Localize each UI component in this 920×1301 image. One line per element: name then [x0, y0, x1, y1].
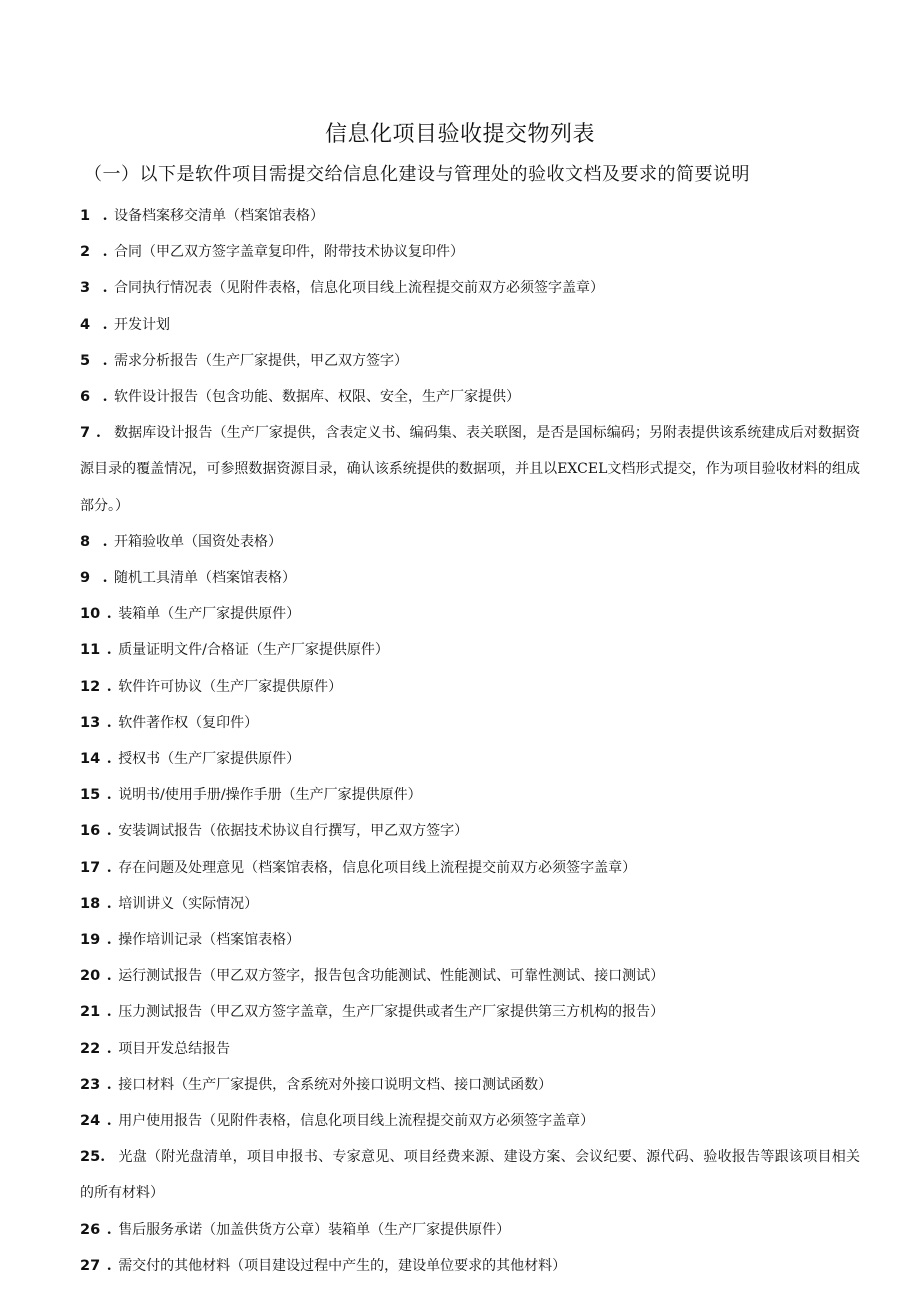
list-item	[80, 958, 860, 994]
item-text: 合同（甲乙双方签字盖章复印件，附带技术协议复印件）	[114, 244, 464, 261]
item-number: 2	[80, 244, 91, 261]
item-text: 安装调试报告（依据技术协议自行撰写，甲乙双方签字）	[118, 823, 469, 840]
item-separator: .	[106, 1040, 112, 1057]
item-separator: .	[106, 1004, 112, 1021]
item-text: 用户使用报告（见附件表格，信息化项目线上流程提交前双方必须签字盖章）	[118, 1113, 595, 1130]
list-item	[80, 777, 860, 813]
item-separator: .	[106, 968, 112, 985]
item-text: 接口材料（生产厂家提供，含系统对外接口说明文档、接口测试函数）	[118, 1076, 553, 1093]
item-text: 开发计划	[114, 316, 170, 333]
item-separator: .	[106, 751, 112, 768]
item-separator: .	[100, 1149, 106, 1166]
item-text: 运行测试报告（甲乙双方签字，报告包含功能测试、性能测试、可靠性测试、接口测试）	[118, 968, 665, 985]
item-number: 22	[80, 1040, 101, 1057]
item-number: 7	[80, 425, 91, 442]
item-text: 软件设计报告（包含功能、数据库、权限、安全，生产厂家提供）	[114, 389, 520, 406]
list-item	[80, 886, 860, 922]
list-item	[80, 922, 860, 958]
list-item	[80, 560, 860, 596]
item-separator: .	[106, 1076, 112, 1093]
item-text: 需交付的其他材料（项目建设过程中产生的，建设单位要求的其他材料）	[118, 1257, 567, 1274]
item-separator: .	[102, 244, 108, 261]
item-separator: .	[106, 787, 112, 804]
list-item	[80, 632, 860, 668]
item-text: 合同执行情况表（见附件表格，信息化项目线上流程提交前双方必须签字盖章）	[114, 280, 604, 297]
item-text: 软件著作权（复印件）	[118, 714, 259, 731]
list-item	[80, 741, 860, 777]
list-item	[80, 1103, 860, 1139]
item-separator: .	[102, 389, 108, 406]
item-separator: .	[106, 714, 112, 731]
item-text: 存在问题及处理意见（档案馆表格，信息化项目线上流程提交前双方必须签字盖章）	[118, 859, 637, 876]
item-text: 需求分析报告（生产厂家提供，甲乙双方签字）	[114, 352, 408, 369]
item-text: 说明书/使用手册/操作手册（生产厂家提供原件）	[118, 787, 422, 804]
item-number: 14	[80, 751, 101, 768]
item-number: 8	[80, 533, 91, 550]
list-item	[80, 379, 860, 415]
item-number: 1	[80, 208, 91, 224]
item-separator: .	[106, 895, 112, 912]
list-item	[80, 524, 860, 560]
item-number: 21	[80, 1004, 101, 1021]
list-item	[80, 813, 860, 849]
list-item	[80, 1212, 860, 1248]
section-subtitle: （一）以下是软件项目需提交给信息化建设与管理处的验收文档及要求的简要说明	[84, 164, 750, 185]
item-number: 15	[80, 787, 101, 804]
item-number: 3	[80, 280, 91, 297]
item-text: 压力测试报告（甲乙双方签字盖章，生产厂家提供或者生产厂家提供第三方机构的报告）	[118, 1004, 665, 1021]
item-text: 授权书（生产厂家提供原件）	[118, 751, 301, 768]
item-separator: .	[106, 1221, 112, 1238]
item-number: 26	[80, 1221, 101, 1238]
list-item	[80, 1248, 860, 1284]
item-separator: .	[96, 425, 101, 442]
list-item	[80, 596, 860, 632]
item-separator: .	[106, 606, 112, 623]
item-text: 项目开发总结报告	[118, 1040, 231, 1057]
list-item	[80, 198, 860, 234]
list-item	[80, 343, 860, 379]
list-item	[80, 1139, 860, 1211]
page-title: 信息化项目验收提交物列表	[324, 122, 595, 147]
item-separator: .	[102, 533, 108, 550]
item-separator: .	[102, 570, 108, 587]
list-item	[80, 850, 860, 886]
item-number: 10	[80, 606, 101, 623]
item-number: 13	[80, 714, 101, 731]
item-separator: .	[102, 352, 108, 369]
item-number: 16	[80, 823, 101, 840]
item-number: 9	[80, 570, 91, 587]
item-number: 5	[80, 352, 91, 369]
item-number: 18	[80, 895, 101, 912]
item-number: 12	[80, 678, 101, 695]
item-separator: .	[102, 208, 108, 224]
item-separator: .	[106, 1257, 112, 1274]
item-separator: .	[106, 642, 112, 659]
list-item	[80, 705, 860, 741]
item-text: 开箱验收单（国资处表格）	[114, 533, 282, 550]
item-text: 数据库设计报告（生产厂家提供，含表定义书、编码集、表关联图，是否是国标编码；另附表提供该系统建成后对数据资源目录的覆盖情况，可参照数据资源目录，确认该系统提供的数据项，并且以EXCEL文档形式提交，作为项目验收材料的组成部分。）	[80, 425, 860, 514]
item-text: 软件许可协议（生产厂家提供原件）	[118, 678, 343, 695]
item-separator: .	[106, 859, 112, 876]
item-number: 19	[80, 932, 101, 949]
item-text: 随机工具清单（档案馆表格）	[114, 570, 296, 587]
list-item	[80, 234, 860, 270]
list-item	[80, 1031, 860, 1067]
submission-list	[80, 198, 860, 1284]
item-number: 6	[80, 389, 91, 406]
item-number: 4	[80, 316, 91, 333]
item-number: 11	[80, 642, 101, 659]
list-item	[80, 669, 860, 705]
item-number: 27	[80, 1257, 101, 1274]
item-text: 设备档案移交清单（档案馆表格）	[114, 208, 324, 224]
item-separator: .	[102, 316, 108, 333]
item-number: 25	[80, 1149, 101, 1166]
item-text: 操作培训记录（档案馆表格）	[118, 932, 301, 949]
item-separator: .	[106, 823, 112, 840]
item-text: 质量证明文件/合格证（生产厂家提供原件）	[118, 642, 389, 659]
item-number: 23	[80, 1076, 101, 1093]
list-item	[80, 1067, 860, 1103]
item-text: 光盘（附光盘清单，项目申报书、专家意见、项目经费来源、建设方案、会议纪要、源代码、验收报告等跟该项目相关的所有材料）	[80, 1149, 860, 1202]
item-text: 装箱单（生产厂家提供原件）	[118, 606, 301, 623]
item-separator: .	[106, 1113, 112, 1130]
item-text: 售后服务承诺（加盖供货方公章）装箱单（生产厂家提供原件）	[118, 1221, 511, 1238]
item-separator: .	[102, 280, 108, 297]
list-item	[80, 415, 860, 524]
list-item	[80, 270, 860, 306]
item-separator: .	[106, 678, 112, 695]
item-text: 培训讲义（实际情况）	[118, 895, 259, 912]
item-separator: .	[106, 932, 112, 949]
item-number: 20	[80, 968, 101, 985]
item-number: 24	[80, 1113, 101, 1130]
list-item	[80, 994, 860, 1030]
list-item	[80, 307, 860, 343]
item-number: 17	[80, 859, 101, 876]
